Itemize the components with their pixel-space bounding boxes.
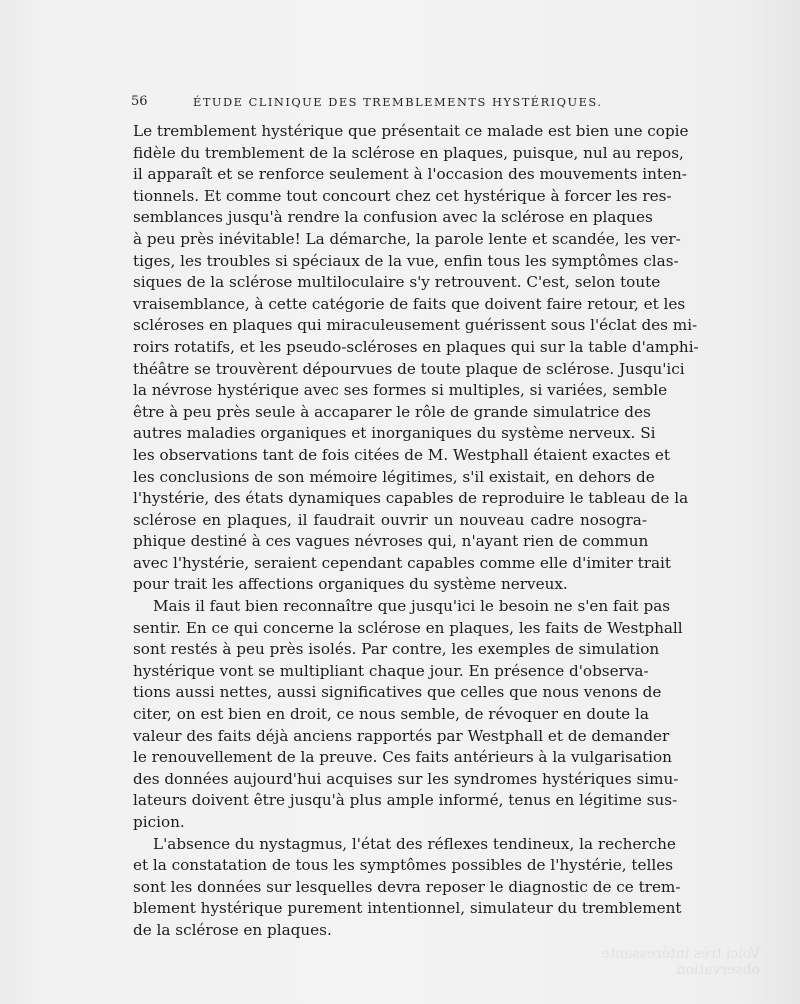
text-line: les observations tant de fois citées de M. Westphall étaient exactes et [133, 445, 670, 464]
text-line: des données aujourd'hui acquises sur les syndromes hystériques simu- [133, 769, 679, 788]
running-title: ÉTUDE CLINIQUE DES TREMBLEMENTS HYSTÉRIQUES. [193, 95, 603, 109]
body-text [133, 121, 699, 942]
text-line: le renouvellement de la preuve. Ces faits antérieurs à la vulgarisation [133, 748, 672, 767]
text-line: et la constatation de tous les symptômes possibles de l'hystérie, telles [133, 856, 673, 875]
text-line: picion. [133, 813, 185, 831]
text-line: scléroses en plaques qui miraculeusement guérissent sous l'éclat des mi- [133, 316, 698, 335]
text-line: valeur des faits déjà anciens rapportés par Westphall et de demander [133, 726, 670, 745]
text-line: semblances jusqu'à rendre la confusion avec la sclérose en plaques [133, 208, 653, 227]
page-number: 56 [131, 94, 148, 109]
text-line: tions aussi nettes, aussi significatives que celles que nous venons de [133, 683, 662, 702]
text-line: les conclusions de son mémoire légitimes, s'il existait, en dehors de [133, 467, 655, 486]
page-header [131, 94, 647, 114]
text-line: tionnels. Et comme tout concourt chez cet hystérique à forcer les res- [133, 186, 672, 205]
text-line: de la sclérose en plaques. [133, 920, 332, 939]
text-line: roirs rotatifs, et les pseudo-scléroses en plaques qui sur la table d'amphi- [133, 337, 699, 356]
text-line: théâtre se trouvèrent dépourvues de toute plaque de sclérose. Jusqu'ici [133, 359, 685, 378]
text-line: vraisemblance, à cette catégorie de faits que doivent faire retour, et les [133, 294, 686, 313]
text-line: sont restés à peu près isolés. Par contre, les exemples de simulation [133, 640, 660, 659]
text-line: il apparaît et se renforce seulement à l'occasion des mouvements inten- [133, 165, 687, 184]
text-line: citer, on est bien en droit, ce nous semble, de révoquer en doute la [133, 705, 649, 724]
text-line: L'absence du nystagmus, l'état des réflexes tendineux, la recherche [153, 834, 676, 853]
paragraph [133, 596, 683, 834]
text-line: siques de la sclérose multiloculaire s'y retrouvent. C'est, selon toute [133, 273, 661, 292]
paragraph [133, 121, 699, 596]
text-line: à peu près inévitable! La démarche, la parole lente et scandée, les ver- [133, 229, 681, 248]
text-line: blement hystérique purement intentionnel, simulateur du tremblement [133, 899, 682, 918]
paragraph [133, 834, 682, 942]
text-line: tiges, les troubles si spéciaux de la vue, enfin tous les symptômes clas- [133, 251, 679, 270]
text-line: l'hystérie, des états dynamiques capables de reproduire le tableau de la [133, 489, 689, 508]
text-line: sont les données sur lesquelles devra reposer le diagnostic de ce trem- [133, 877, 681, 896]
text-line: être à peu près seule à accaparer le rôle de grande simulatrice des [133, 402, 651, 421]
text-line: Le tremblement hystérique que présentait ce malade est bien une copie [133, 122, 689, 140]
text-line: Mais il faut bien reconnaître que jusqu'ici le besoin ne s'en fait pas [153, 597, 671, 616]
text-line: hystérique vont se multipliant chaque jour. En présence d'observa- [133, 661, 649, 680]
text-line: fidèle du tremblement de la sclérose en plaques, puisque, nul au repos, [133, 143, 684, 162]
text-line: pour trait les affections organiques du système nerveux. [133, 575, 568, 594]
text-line: sclérose en plaques, il faudrait ouvrir un nouveau cadre nosogra- [133, 510, 647, 529]
text-line: autres maladies organiques et inorganiques du système nerveux. Si [133, 424, 656, 443]
text-line: lateurs doivent être jusqu'à plus ample informé, tenus en légitime sus- [133, 791, 678, 810]
text-line: avec l'hystérie, seraient cependant capables comme elle d'imiter trait [133, 553, 672, 572]
text-line: sentir. En ce qui concerne la sclérose en plaques, les faits de Westphall [133, 618, 683, 637]
show-through-texture: Voici très intéressante observation [601, 946, 760, 978]
text-line: phique destiné à ces vagues névroses qui, n'ayant rien de commun [133, 532, 649, 551]
text-line: la névrose hystérique avec ses formes si multiples, si variées, semble [133, 381, 668, 400]
